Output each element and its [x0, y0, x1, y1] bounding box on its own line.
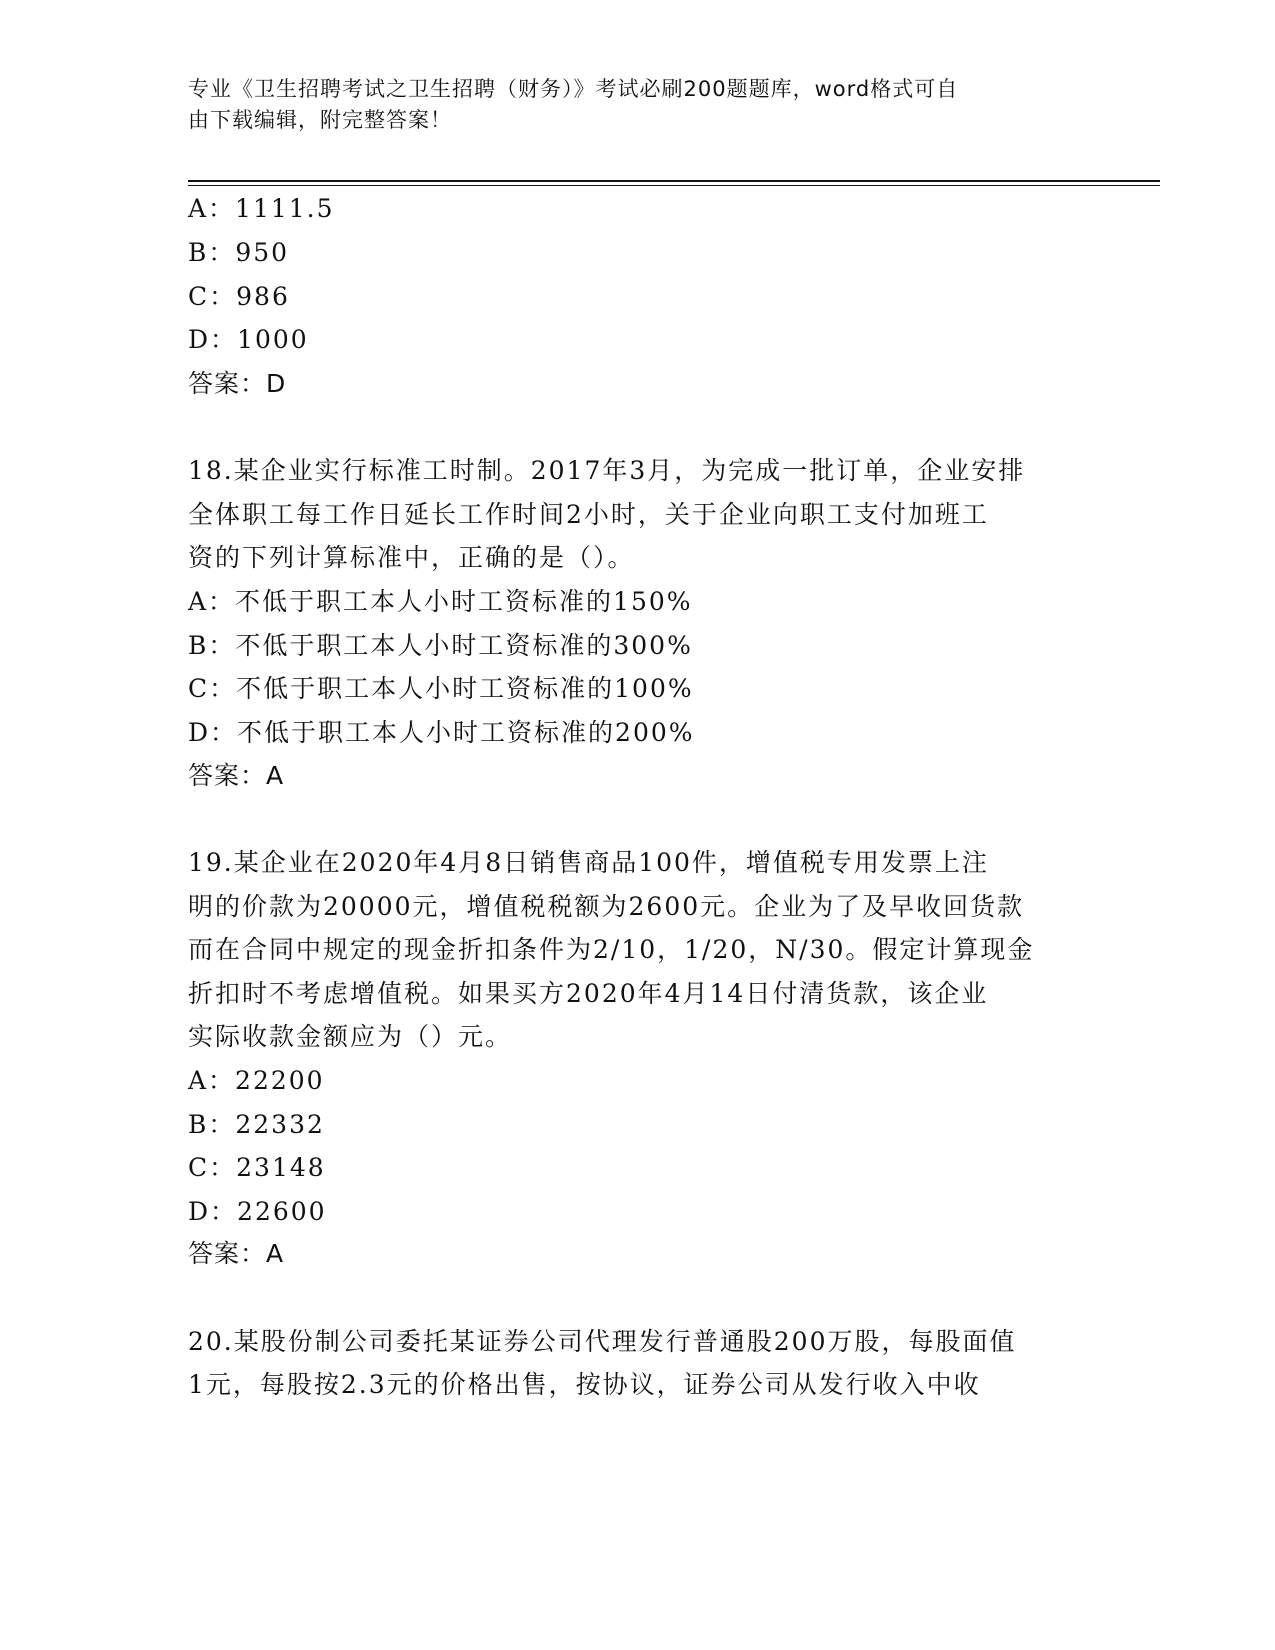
- q17-option-a: A：1111.5: [188, 194, 335, 223]
- q17-option-d: D：1000: [188, 325, 309, 354]
- q20-text-line: 20.某股份制公司委托某证券公司代理发行普通股200万股，每股面值: [188, 1327, 1017, 1356]
- q19-option-a: A：22200: [188, 1066, 325, 1095]
- q18-text-line: 资的下列计算标准中，正确的是（）。: [188, 543, 635, 572]
- q18-option-a: A：不低于职工本人小时工资标准的150%: [188, 587, 693, 616]
- q19-text-line: 实际收款金额应为（）元。: [188, 1022, 513, 1051]
- header-divider-thick: [188, 180, 1160, 182]
- q18-option-c: C：不低于职工本人小时工资标准的100%: [188, 674, 694, 703]
- q20-text-line: 1元，每股按2.3元的价格出售，按协议，证券公司从发行收入中收: [188, 1370, 981, 1399]
- q19-text-line: 折扣时不考虑增值税。如果买方2020年4月14日付清货款，该企业: [188, 979, 989, 1008]
- q18-answer: 答案：A: [188, 761, 285, 790]
- header-divider-thin: [188, 185, 1160, 186]
- q19-option-c: C：23148: [188, 1153, 326, 1182]
- header-line: 由下载编辑，附完整答案！: [188, 108, 452, 132]
- q19-option-d: D：22600: [188, 1197, 327, 1226]
- header-line: 专业《卫生招聘考试之卫生招聘（财务）》考试必刷200题题库，word格式可自: [188, 77, 959, 101]
- document-header: [188, 74, 1068, 136]
- q18-option-b: B：不低于职工本人小时工资标准的300%: [188, 631, 693, 660]
- q18-option-d: D：不低于职工本人小时工资标准的200%: [188, 718, 695, 747]
- q18-text-line: 18.某企业实行标准工时制。2017年3月，为完成一批订单，企业安排: [188, 456, 1026, 485]
- q17-option-b: B：950: [188, 238, 290, 267]
- q19-answer: 答案：A: [188, 1239, 285, 1268]
- q19-text-line: 明的价款为20000元，增值税税额为2600元。企业为了及早收回货款: [188, 892, 1025, 921]
- q19-option-b: B：22332: [188, 1110, 325, 1139]
- q17-answer: 答案：D: [188, 369, 287, 398]
- q18-text-line: 全体职工每工作日延长工作时间2小时，关于企业向职工支付加班工: [188, 500, 989, 529]
- q19-text-line: 19.某企业在2020年4月8日销售商品100件，增值税专用发票上注: [188, 848, 989, 877]
- q19-text-line: 而在合同中规定的现金折扣条件为2/10，1/20，N/30。假定计算现金: [188, 935, 1035, 964]
- q17-option-c: C：986: [188, 282, 290, 311]
